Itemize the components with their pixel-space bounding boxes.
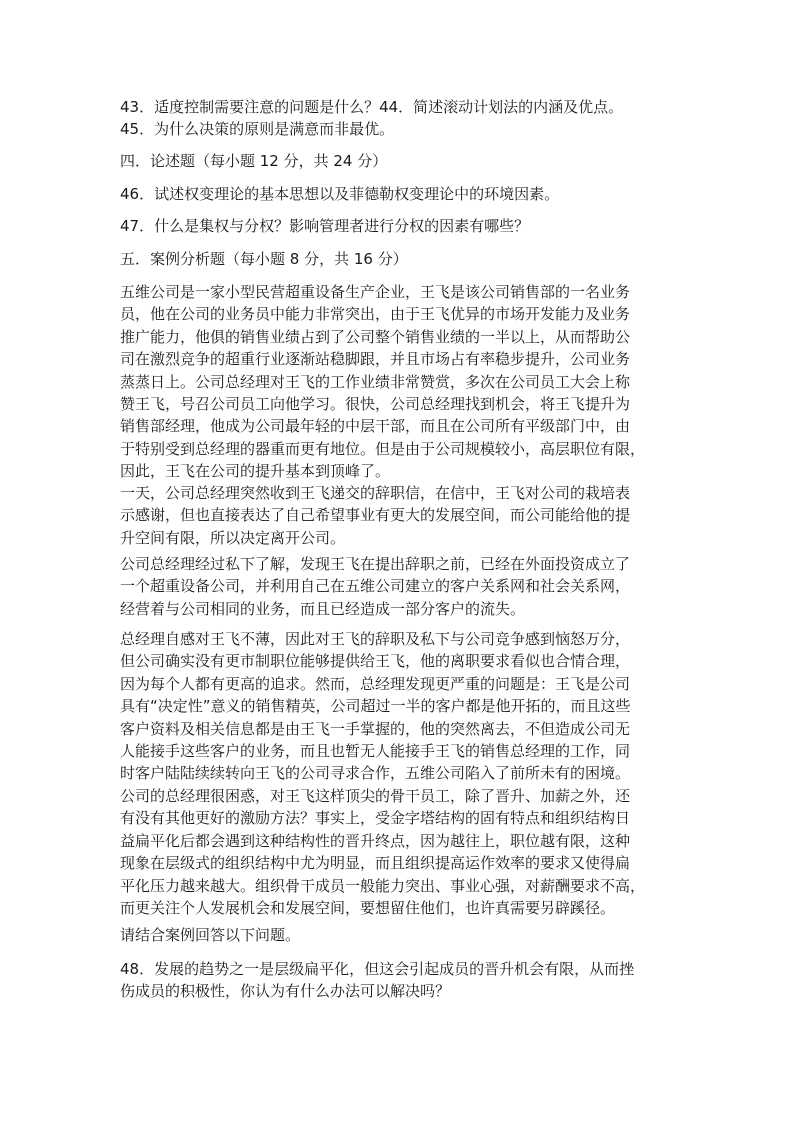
case-line: 因为每个人都有更高的追求。然而，总经理发现更严重的问题是：王飞是公司 [120,674,631,693]
case-line: 五维公司是一家小型民营超重设备生产企业，王飞是该公司销售部的一名业务 [120,283,631,301]
section-heading-case: 五．案例分析题（每小题 8 分，共 16 分） [120,250,408,268]
case-line: 示感谢，但也直接表达了自己希望事业有更大的发展空间，而公司能给他的提 [120,506,631,525]
case-line: 时客户陆陆续续转向王飞的公司寻求合作，五维公司陷入了前所未有的困境。 [120,764,631,783]
case-line: 有没有其他更好的激励方法？事实上，受金字塔结构的固有特点和组织结构日 [120,809,631,828]
case-line: 一天，公司总经理突然收到王飞递交的辞职信，在信中，王飞对公司的栽培表 [120,484,631,502]
case-line: 而更关注个人发展机会和发展空间，要想留住他们，也许真需要另辟蹊径。 [120,899,616,918]
question-47: 47．什么是集权与分权？影响管理者进行分权的因素有哪些？ [120,217,530,235]
case-line: 赞王飞，号召公司员工向他学习。很快，公司总经理找到机会，将王飞提升为 [120,395,631,414]
case-line: 蒸蒸日上。公司总经理对王飞的工作业绩非常赞赏，多次在公司员工大会上称 [120,372,631,391]
case-paragraph-4 [120,628,674,785]
case-line: 总经理自感对王飞不薄，因此对王飞的辞职及私下与公司竞争感到恼怒万分， [120,630,631,648]
section-heading-essay: 四．论述题（每小题 12 分，共 24 分） [120,152,388,170]
case-paragraph-1 [120,281,674,483]
case-line: 客户资料及相关信息都是由王飞一手掌握的，他的突然离去，不但造成公司无 [120,719,631,738]
case-line: 人能接手这些客户的业务，而且也暂无人能接手王飞的销售总经理的工作，同 [120,742,631,761]
case-line: 现象在层级式的组织结构中尤为明显，而且组织提高运作效率的要求又使得扁 [120,854,631,873]
case-line: 平化压力越来越大。组织骨干成员一般能力突出、事业心强，对薪酬要求不高， [120,876,646,895]
question-line: 伤成员的积极性，你认为有什么办法可以解决吗？ [120,982,451,1001]
case-line: 销售部经理，他成为公司最年轻的中层干部，而且在公司所有平级部门中，由 [120,417,631,436]
case-line: 益扁平化后都会遇到这种结构性的晋升终点，因为越往上，职位越有限，这种 [120,831,631,850]
case-paragraph-2 [120,482,674,549]
case-line: 推广能力，他俱的销售业绩占到了公司整个销售业绩的一半以上，从而帮助公 [120,327,631,346]
case-line: 具有“决定性”意义的销售精英，公司超过一半的客户都是他开拓的，而且这些 [120,697,631,716]
question-48 [120,958,674,1003]
question-43-44: 43．适度控制需要注意的问题是什么？44．简述滚动计划法的内涵及优点。 [120,98,624,116]
question-line: 48．发展的趋势之一是层级扁平化，但这会引起成员的晋升机会有限，从而挫 [120,960,635,978]
case-line: 公司的总经理很困惑，对王飞这样顶尖的骨干员工，除了晋升、加薪之外，还 [120,787,631,805]
answer-prompt: 请结合案例回答以下问题。 [120,926,301,944]
case-line: 升空间有限，所以决定离开公司。 [120,528,346,547]
case-paragraph-3 [120,553,674,620]
case-line: 但公司确实没有更市制职位能够提供给王飞，他的离职要求看似也合情合理， [120,652,631,671]
case-line: 经营着与公司相同的业务，而且已经造成一部分客户的流失。 [120,599,526,618]
case-line: 于特别受到总经理的器重而更有地位。但是由于公司规模较小，高层职位有限， [120,439,646,458]
case-line: 公司总经理经过私下了解，发现王飞在提出辞职之前，已经在外面投资成立了 [120,555,631,573]
question-46: 46．试述权变理论的基本思想以及菲德勒权变理论中的环境因素。 [120,185,560,203]
case-line: 因此，王飞在公司的提升基本到顶峰了。 [120,462,391,481]
case-line: 司在激烈竞争的超重行业逐渐站稳脚跟，并且市场占有率稳步提升，公司业务 [120,350,631,369]
case-paragraph-5 [120,785,674,919]
case-line: 员，他在公司的业务员中能力非常突出，由于王飞优异的市场开发能力及业务 [120,305,631,324]
question-45: 45．为什么决策的原则是满意而非最优。 [120,120,395,138]
case-line: 一个超重设备公司，并利用自己在五维公司建立的客户关系网和社会关系网， [120,577,631,596]
